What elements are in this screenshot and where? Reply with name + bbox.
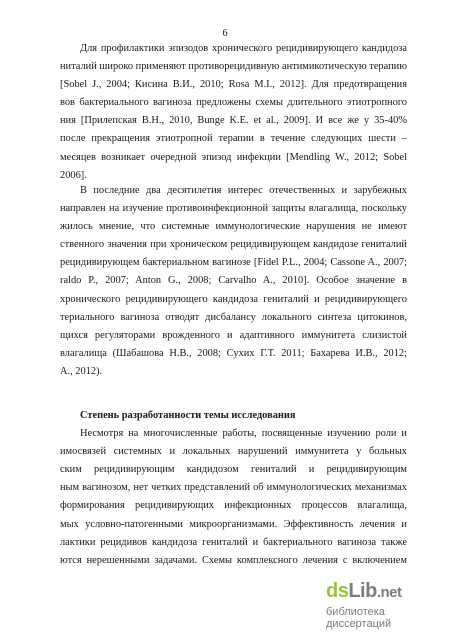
paragraph-research-interest	[60, 182, 407, 381]
text-line: Несмотря на многочисленные работы, посвященные изучению роли и	[80, 428, 407, 440]
text-line: влагалища (Шабашова Н.В., 2008; Сухих Г.Т. 2011; Бахарева И.В., 2012;	[60, 347, 407, 359]
text-line: ным вагинозом, нет четких представлений об иммунологических механизмах	[60, 482, 407, 494]
text-line: мых условно-патогенными микроорганизмами. Эффективность лечения и	[60, 518, 407, 530]
text-line: Для профилактики эпизодов хронического рецидивирующего кандидоза	[80, 43, 407, 54]
text-line: В последние два десятилетия интерес отечественных и зарубежных	[80, 185, 407, 196]
text-line: [Sobel J., 2004; Кисина В.И., 2010; Rosa M.I., 2012]. Для предотвращения	[60, 79, 407, 91]
text-line: ния [Прилепская В.Н., 2010, Bunge K.E. et al., 2009]. И все же у 35-40%	[60, 115, 407, 127]
text-line: жилось мнение, что системные иммунологические нарушения не имеют	[60, 221, 407, 233]
section-development	[60, 407, 407, 570]
text-line: направлен на изучение противоинфекционной защиты влагалища, поскольку	[60, 203, 407, 215]
text-line: формирования рецидивирующих инфекционных процессов влагалища,	[60, 500, 407, 512]
text-line: месяцев возникает очередной эпизод инфекции [Mendling W., 2012; Sobel	[60, 151, 407, 163]
text-line: 2006].	[60, 169, 87, 181]
logo-lib: Lib	[348, 580, 377, 602]
watermark-subtitle: библиотека диссертаций	[326, 606, 392, 630]
text-line: хронического рецидивирующего кандидоза гениталий и рецидивирующего	[60, 293, 407, 305]
text-line: ским рецидивирующим кандидозом гениталий и рецидивирующим	[60, 464, 407, 476]
text-line: raldo P., 2007; Anton G., 2008; Carvalho A., 2010]. Особое значение в	[60, 275, 407, 287]
logo-ds: ds	[326, 580, 349, 602]
text-line: териального вагиноза отводят дисбалансу локального синтеза цитокинов,	[60, 311, 407, 323]
text-line: ются нерешенными задачами. Схемы комплексного лечения с включением	[60, 554, 407, 566]
text-line: имосвязей системных и локальных нарушений иммунитета у больных	[60, 446, 407, 458]
dslib-watermark[interactable]	[326, 580, 448, 636]
text-line: ственного значения при хроническом рецидивирующем кандидозе гениталий	[60, 239, 407, 251]
paragraph-prophylaxis	[60, 40, 407, 185]
text-line: ниталий широко применяют противорецидивную антимикотическую терапию	[60, 61, 407, 73]
text-line: рецидивирующем бактериальном вагинозе [Fidel P.L., 2004; Cassone A., 2007;	[60, 257, 407, 269]
section-heading: Степень разработанности темы исследования	[80, 410, 296, 421]
text-line: щихся регуляторами врожденного и адаптивного иммунитета слизистой	[60, 329, 407, 341]
text-line: вов бактериального вагиноза предложены схемы длительного этиотропного	[60, 97, 407, 109]
logo-net: .net	[376, 584, 402, 601]
page-number: 6	[222, 28, 228, 39]
text-line: A., 2012).	[60, 365, 103, 377]
text-line: лактики рецидивов кандидоза гениталий и бактериального вагиноза также	[60, 536, 407, 548]
text-line: после прекращения этиотропной терапии в течение следующих шести –	[60, 133, 407, 145]
dslib-logo	[326, 580, 448, 602]
